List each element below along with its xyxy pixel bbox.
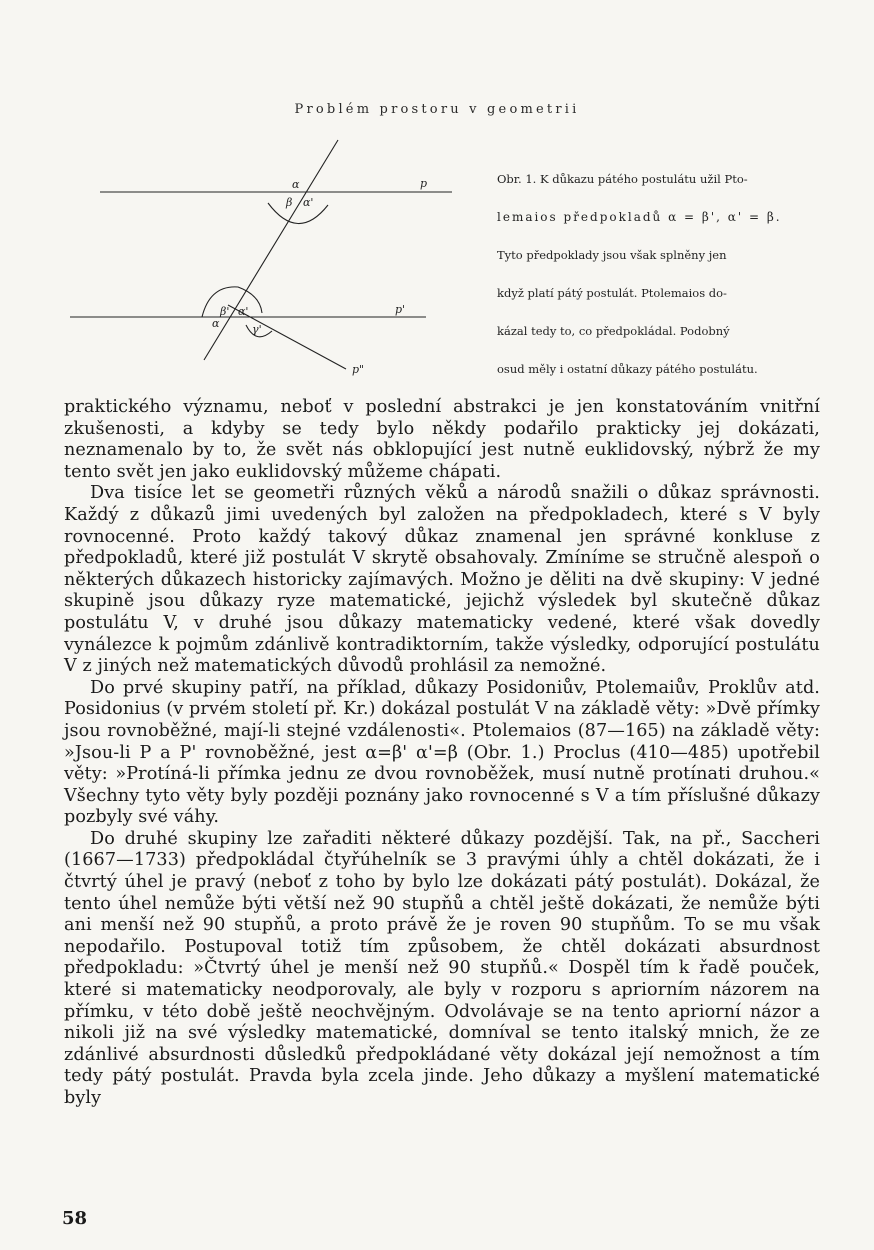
label-alpha-low: α — [212, 317, 220, 330]
label-p-double-prime: p" — [352, 363, 365, 376]
running-head: Problém prostoru v geometrii — [294, 102, 580, 117]
body-text — [64, 397, 820, 1110]
page-number: 58 — [62, 1208, 88, 1229]
transversal — [204, 140, 338, 360]
label-alpha-top: α — [292, 178, 300, 191]
label-p-prime: p' — [395, 303, 406, 316]
paragraph: Do druhé skupiny lze zařaditi některé důkazy pozdější. Tak, na př., Saccheri (1667—1733) předpokládal čtyřúhelník se 3 pravými úhly a chtěl dokázati, že i čtvrtý úhel je pravý (neboť z toho by bylo lze dokázati pátý postulát). Dokázal, že tento úhel nemůže býti větší než 90 stupňů a chtěl ještě dokázati, že nemůže býti ani menší než 90 stupňů, a proto právě že je roven 90 stupňům. To se mu však nepodařilo. Postupoval totiž tím způsobem, že chtěl dokázati absurdnost předpokladu: »Čtvrtý úhel je menší než 90 stupňů.« Dospěl tím k řadě pouček, které si matematicky neodporovaly, ale byly v rozporu s apriorním názorem na přímku, v této době ještě neochvějným. Odvolávaje se na tento apriorní názor a nikoli již na své výsledky matematické, domníval se tento italský mnich, že ze zdánlivé absurdnosti důsledků předpokládané věty dokázal její nemožnost a tím tedy pátý postulát. Pravda byla zcela jinde. Jeho důkazy a myšlení matematické byly — [64, 828, 820, 1108]
paragraph: Do prvé skupiny patří, na příklad, důkazy Posidoniův, Ptolemaiův, Proklův atd. Posidonius (v prvém století př. Kr.) dokázal postulát V na základě věty: »Dvě přímky jsou rovnoběžné, mají-li stejné vzdálenosti«. Ptolemaios (87—165) na základě věty: »Jsou-li P a P' rovnoběžné, jest α=β' α'=β (Obr. 1.) Proclus (410—485) upotřebil věty: »Protíná-li přímka jednu ze dvou rovnoběžek, musí nutně protínati druhou.« Všechny tyto věty byly později poznány jako rovnocenné s V a tím příslušné důkazy pozbyly své váhy. — [64, 677, 820, 828]
paragraph: Dva tisíce let se geometři různých věků a národů snažili o důkaz správnosti. Každý z důkazů jimi uvedených byl založen na předpokladech, které s V byly rovnocenné. Proto každý takový důkaz znamenal jen správné konkluse z předpokladů, které již postulát V skrytě obsahovaly. Zmíníme se stručně alespoň o některých důkazech historicky zajímavých. Možno je děliti na dvě skupiny: V jedné skupině jsou důkazy ryze matematické, jejichž výsledek byl skutečně důkaz postulátu V, v druhé jsou důkazy matematicky vedené, které však dovedly vynálezce k pojmům zdánlivě kontradiktorním, takže výsledky, odporující postulátu V z jiných než matematických důvodů prohlásil za nemožné. — [64, 483, 820, 677]
label-beta-top: β — [286, 196, 293, 209]
caption-line: kázal tedy to, co předpokládal. Podobný — [497, 324, 730, 338]
caption-line: lemaios předpokladů α = β', α' = β. — [497, 210, 782, 224]
label-p: p — [420, 177, 428, 190]
label-alpha-top-inner: α' — [303, 196, 314, 209]
figure-caption — [497, 160, 822, 388]
caption-line: když platí pátý postulát. Ptolemaios do- — [497, 286, 727, 300]
paragraph: praktického významu, neboť v poslední abstrakci je jen konstatováním vnitřní zkušenosti, a kdyby se tedy bylo někdy podařilo prakticky jej dokázati, neznamenalo by to, že svět nás obklopující jest nutně euklidovský, nýbrž že my tento svět jen jako euklidovský můžeme chápati. — [64, 397, 820, 482]
caption-line: Tyto předpoklady jsou však splněny jen — [497, 248, 727, 262]
label-gamma: γ' — [252, 323, 262, 336]
label-beta-mid: β' — [220, 305, 230, 318]
label-alpha-mid: α' — [238, 305, 249, 318]
arc-mid — [202, 287, 262, 317]
caption-line: Obr. 1. K důkazu pátého postulátu užil Pto- — [497, 172, 748, 186]
geometry-figure — [60, 135, 480, 395]
caption-line: osud měly i ostatní důkazy pátého postulátu. — [497, 362, 758, 376]
